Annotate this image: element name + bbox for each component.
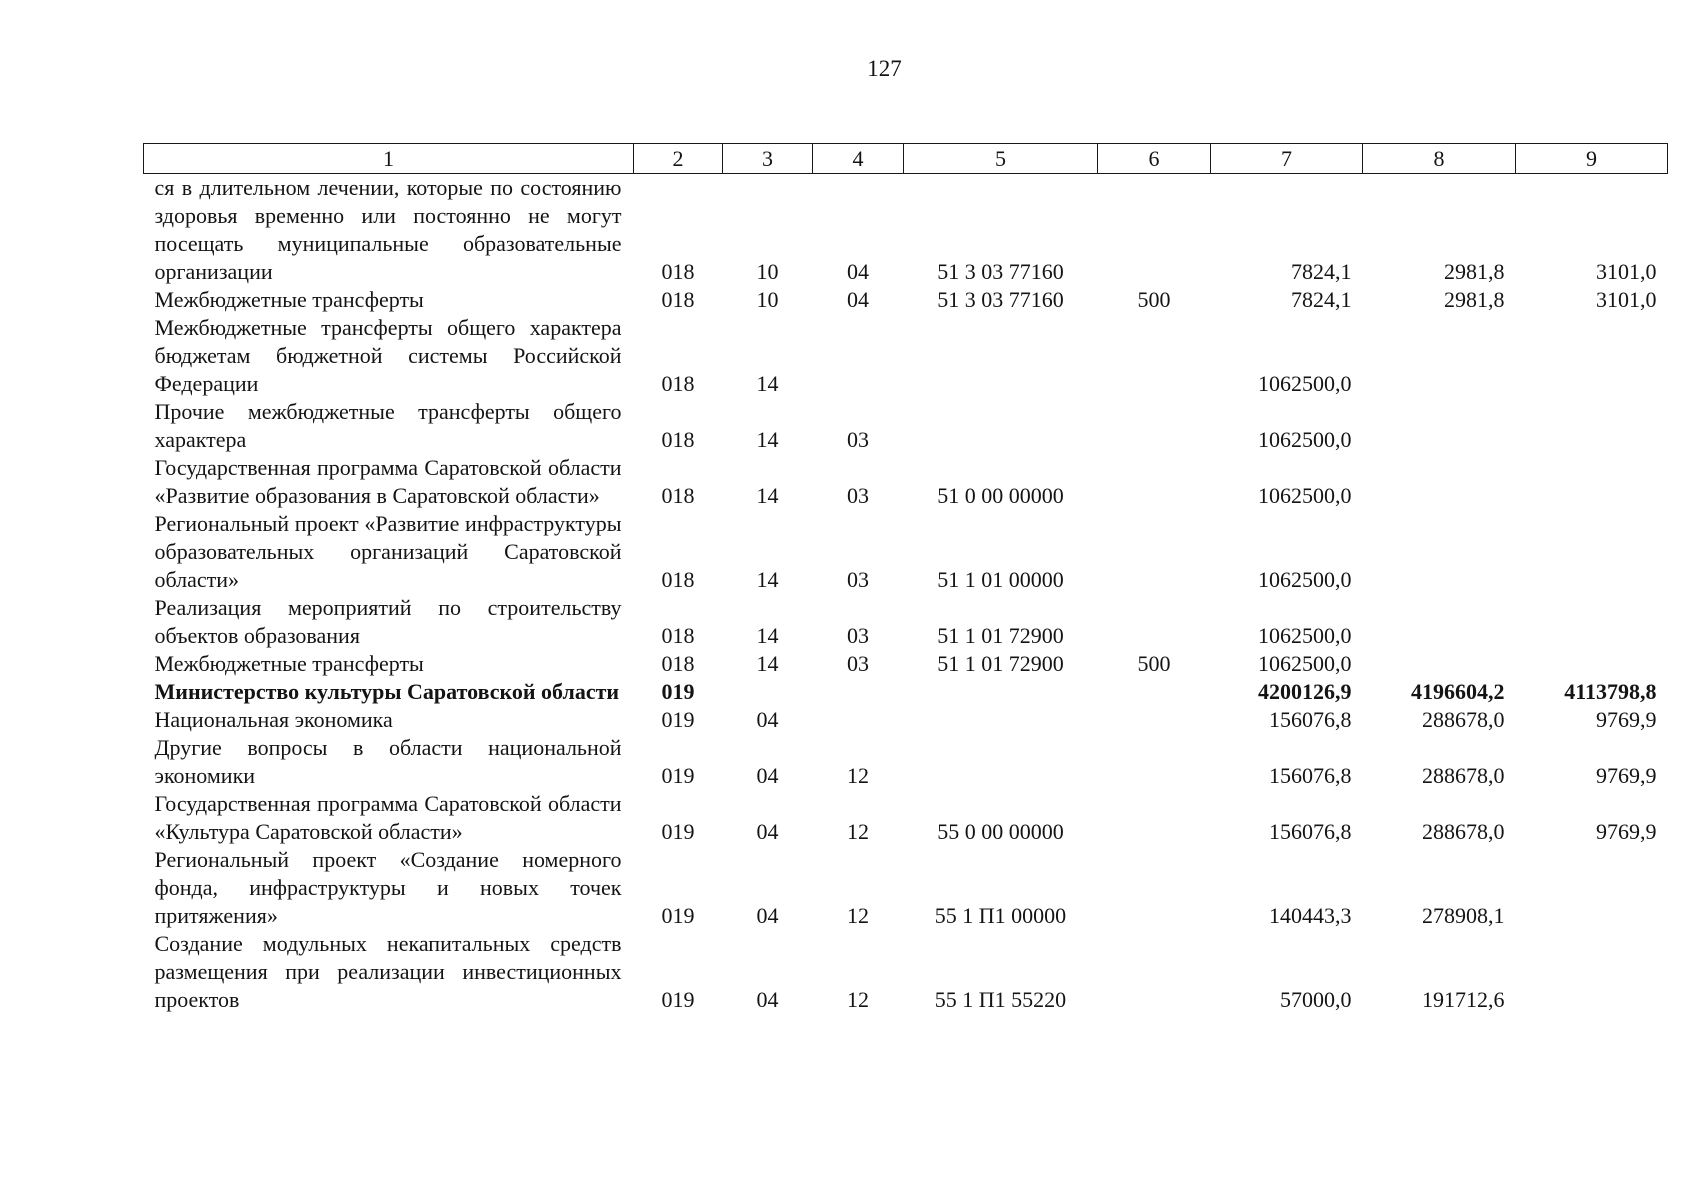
row-name-cell: Реализация мероприятий по строительству объектов образования [154, 595, 622, 648]
row-amount-year2-cell [1363, 454, 1516, 510]
table-row [144, 706, 1668, 734]
row-target-article-cell [904, 314, 1098, 398]
table-header [144, 144, 1668, 174]
header-cell-9: 9 [1516, 144, 1668, 174]
header-cell-5: 5 [904, 144, 1098, 174]
row-amount-year3-cell: 3101,0 [1596, 259, 1657, 284]
row-section-cell: 04 [756, 987, 779, 1012]
row-amount-year2-cell: 191712,6 [1422, 987, 1505, 1012]
row-ministry-code-cell: 018 [661, 567, 695, 592]
row-amount-year2-cell [1363, 650, 1516, 678]
row-section-cell: 04 [756, 819, 779, 844]
row-expense-type-cell [1098, 706, 1211, 734]
row-section-cell: 10 [756, 287, 779, 312]
row-expense-type-cell [1098, 454, 1211, 510]
row-subsection-cell: 03 [847, 427, 869, 452]
row-ministry-code-cell: 019 [661, 903, 695, 928]
header-cell-4: 4 [813, 144, 904, 174]
row-amount-year3-cell [1516, 594, 1668, 650]
row-amount-year1-cell: 7824,1 [1291, 259, 1352, 284]
row-ministry-code-cell: 018 [661, 371, 695, 396]
header-cell-1: 1 [144, 144, 634, 174]
row-amount-year3-cell [1516, 846, 1668, 930]
row-expense-type-cell [1098, 510, 1211, 594]
row-amount-year1-cell: 1062500,0 [1258, 623, 1352, 648]
row-target-article-cell: 55 1 П1 55220 [934, 987, 1067, 1012]
page-number-text: 127 [867, 56, 902, 81]
row-amount-year3-cell: 4113798,8 [1564, 679, 1657, 704]
row-ministry-code-cell: 019 [661, 987, 695, 1012]
row-amount-year1-cell: 1062500,0 [1258, 567, 1352, 592]
row-subsection-cell: 12 [847, 763, 869, 788]
row-name-cell: Государственная программа Саратовской области «Культура Саратовской области» [154, 791, 622, 844]
row-target-article-cell: 51 0 00 00000 [937, 483, 1064, 508]
row-amount-year1-cell: 7824,1 [1291, 287, 1352, 312]
row-amount-year1-cell: 4200126,9 [1258, 679, 1352, 704]
row-amount-year1-cell: 156076,8 [1269, 763, 1352, 788]
row-expense-type-cell [1098, 678, 1211, 706]
row-target-article-cell [904, 398, 1098, 454]
row-amount-year3-cell [1516, 314, 1668, 398]
table-row [144, 454, 1668, 510]
row-target-article-cell: 51 1 01 72900 [937, 623, 1064, 648]
table-row [144, 790, 1668, 846]
row-section-cell: 14 [756, 427, 779, 452]
row-ministry-code-cell: 018 [661, 623, 695, 648]
row-ministry-code-cell: 018 [661, 427, 695, 452]
row-expense-type-cell: 500 [1137, 287, 1171, 312]
row-target-article-cell: 51 3 03 77160 [937, 259, 1064, 284]
row-section-cell: 14 [756, 483, 779, 508]
row-amount-year1-cell: 1062500,0 [1258, 651, 1352, 676]
header-row [144, 144, 1668, 174]
header-cell-6: 6 [1098, 144, 1211, 174]
row-amount-year2-cell: 288678,0 [1422, 763, 1505, 788]
row-target-article-cell: 55 0 00 00000 [937, 819, 1064, 844]
row-amount-year2-cell [1363, 398, 1516, 454]
row-amount-year3-cell: 9769,9 [1596, 763, 1657, 788]
row-subsection-cell: 03 [847, 623, 869, 648]
row-ministry-code-cell: 019 [661, 819, 695, 844]
table-row [144, 398, 1668, 454]
row-name-cell: Министерство культуры Саратовской области [154, 679, 620, 704]
row-subsection-cell: 12 [847, 819, 869, 844]
row-ministry-code-cell: 018 [661, 259, 695, 284]
row-name-cell: Региональный проект «Развитие инфраструктуры образовательных организаций Саратовской области» [154, 511, 622, 592]
row-name-cell: Государственная программа Саратовской области «Развитие образования в Саратовской области» [154, 455, 622, 508]
row-amount-year1-cell: 1062500,0 [1258, 483, 1352, 508]
table-row [144, 174, 1668, 287]
row-amount-year1-cell: 156076,8 [1269, 819, 1352, 844]
row-subsection-cell: 03 [847, 567, 869, 592]
row-subsection-cell [813, 314, 904, 398]
row-expense-type-cell [1098, 930, 1211, 1014]
row-subsection-cell: 12 [847, 903, 869, 928]
row-expense-type-cell [1098, 790, 1211, 846]
row-target-article-cell: 51 3 03 77160 [937, 287, 1064, 312]
row-ministry-code-cell: 018 [661, 287, 695, 312]
row-section-cell: 14 [756, 651, 779, 676]
row-amount-year3-cell: 9769,9 [1596, 707, 1657, 732]
row-subsection-cell: 04 [847, 287, 869, 312]
row-amount-year2-cell: 2981,8 [1444, 287, 1505, 312]
row-ministry-code-cell: 019 [661, 763, 695, 788]
row-expense-type-cell [1098, 734, 1211, 790]
row-expense-type-cell [1098, 174, 1211, 287]
row-amount-year2-cell [1363, 594, 1516, 650]
row-amount-year2-cell: 2981,8 [1444, 259, 1505, 284]
row-expense-type-cell [1098, 846, 1211, 930]
row-expense-type-cell [1098, 314, 1211, 398]
row-section-cell: 04 [756, 707, 779, 732]
header-cell-7: 7 [1211, 144, 1363, 174]
table-row [144, 510, 1668, 594]
budget-table [143, 143, 1668, 1014]
row-name-cell: Прочие межбюджетные трансферты общего характера [154, 399, 622, 452]
row-name-cell: Региональный проект «Создание номерного фонда, инфраструктуры и новых точек притяжения» [154, 847, 622, 928]
row-expense-type-cell: 500 [1137, 651, 1171, 676]
page-number [36, 56, 1697, 82]
row-amount-year1-cell: 140443,3 [1269, 903, 1352, 928]
row-name-cell: Межбюджетные трансферты [154, 651, 424, 676]
table-row [144, 678, 1668, 706]
row-ministry-code-cell: 019 [661, 679, 695, 704]
row-ministry-code-cell: 018 [661, 483, 695, 508]
row-subsection-cell [813, 678, 904, 706]
row-amount-year3-cell: 9769,9 [1596, 819, 1657, 844]
row-amount-year2-cell: 288678,0 [1422, 707, 1505, 732]
row-amount-year2-cell: 288678,0 [1422, 819, 1505, 844]
row-amount-year1-cell: 156076,8 [1269, 707, 1352, 732]
row-section-cell: 14 [756, 567, 779, 592]
header-cell-2: 2 [634, 144, 723, 174]
row-subsection-cell: 12 [847, 987, 869, 1012]
row-amount-year2-cell [1363, 510, 1516, 594]
row-section-cell: 14 [756, 371, 779, 396]
row-amount-year1-cell: 1062500,0 [1258, 427, 1352, 452]
row-name-cell: Межбюджетные трансферты [154, 287, 424, 312]
row-target-article-cell: 51 1 01 00000 [937, 567, 1064, 592]
table-row [144, 734, 1668, 790]
row-section-cell: 10 [756, 259, 779, 284]
row-subsection-cell: 03 [847, 483, 869, 508]
table-row [144, 286, 1668, 314]
row-ministry-code-cell: 018 [661, 651, 695, 676]
table-row [144, 594, 1668, 650]
row-expense-type-cell [1098, 594, 1211, 650]
row-amount-year2-cell: 4196604,2 [1411, 679, 1505, 704]
row-name-cell: ся в длительном лечении, которые по состоянию здоровья временно или постоянно не могут посещать муниципальные образовательные организации [154, 175, 622, 284]
table-row [144, 846, 1668, 930]
row-name-cell: Межбюджетные трансферты общего характера бюджетам бюджетной системы Российской Федерации [154, 315, 622, 396]
row-name-cell: Другие вопросы в области национальной экономики [154, 735, 622, 788]
row-amount-year3-cell [1516, 930, 1668, 1014]
row-target-article-cell: 51 1 01 72900 [937, 651, 1064, 676]
row-amount-year3-cell [1516, 510, 1668, 594]
table-row [144, 930, 1668, 1014]
row-amount-year2-cell [1363, 314, 1516, 398]
row-target-article-cell [904, 678, 1098, 706]
row-amount-year3-cell [1516, 398, 1668, 454]
row-amount-year1-cell: 1062500,0 [1258, 371, 1352, 396]
row-section-cell: 14 [756, 623, 779, 648]
row-subsection-cell: 04 [847, 259, 869, 284]
row-expense-type-cell [1098, 398, 1211, 454]
row-section-cell: 04 [756, 903, 779, 928]
row-target-article-cell [904, 734, 1098, 790]
row-subsection-cell: 03 [847, 651, 869, 676]
row-amount-year1-cell: 57000,0 [1280, 987, 1352, 1012]
row-section-cell: 04 [756, 763, 779, 788]
table-row [144, 314, 1668, 398]
row-amount-year3-cell: 3101,0 [1596, 287, 1657, 312]
table-body [144, 174, 1668, 1015]
header-cell-8: 8 [1363, 144, 1516, 174]
row-section-cell [723, 678, 813, 706]
table-row [144, 650, 1668, 678]
row-subsection-cell [813, 706, 904, 734]
row-target-article-cell: 55 1 П1 00000 [934, 903, 1067, 928]
row-name-cell: Национальная экономика [154, 707, 393, 732]
row-ministry-code-cell: 019 [661, 707, 695, 732]
header-cell-3: 3 [723, 144, 813, 174]
row-amount-year3-cell [1516, 454, 1668, 510]
row-name-cell: Создание модульных некапитальных средств размещения при реализации инвестиционных проектов [154, 931, 622, 1012]
row-amount-year3-cell [1516, 650, 1668, 678]
row-amount-year2-cell: 278908,1 [1422, 903, 1505, 928]
row-target-article-cell [904, 706, 1098, 734]
